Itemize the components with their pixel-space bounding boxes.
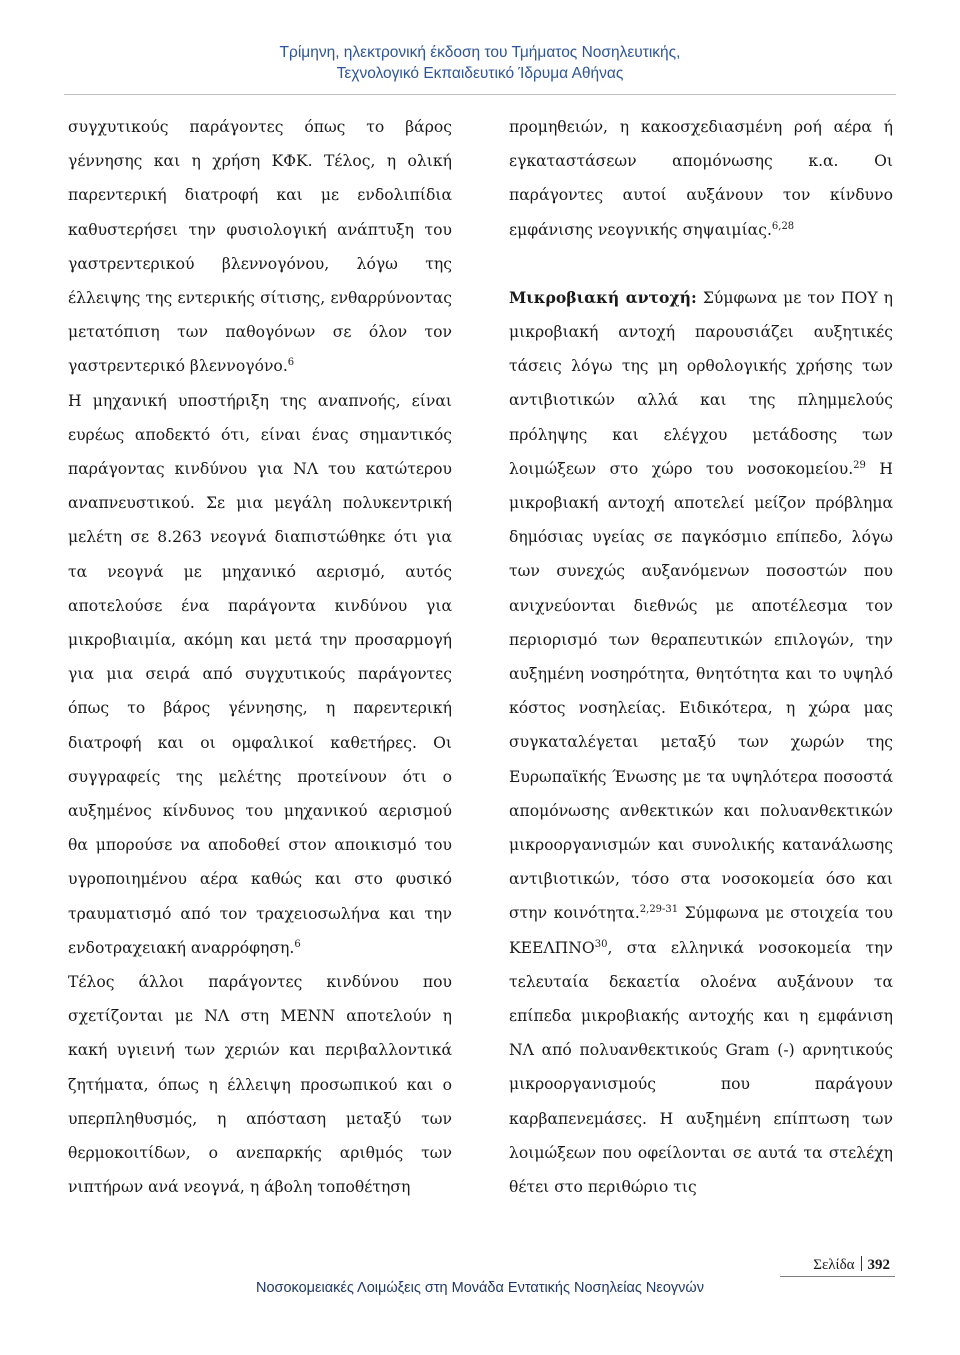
header-line-2: Τεχνολογικό Εκπαιδευτικό Ίδρυμα Αθήνας <box>336 65 624 82</box>
header-divider <box>64 94 896 95</box>
right-paragraph-2: Μικροβιακή αντοχή: Σύμφωνα με τον ΠΟΥ η μικροβιακή αντοχή παρουσιάζει αυξητικές τάσεις λόγω της μη ορθολογικής χρήσης των αντιβιοτικών αλλά και της πλημμελούς πρόληψης και ελέγχου μετάδοσης των λοιμώξεων στο χώρο του νοσοκομείου.$^{29}$ Η μικροβιακή αντοχή αποτελεί μείζον πρόβλημα δημόσιας υγείας σε παγκόσμιο επίπεδο, λόγω των συνεχώς αυξανόμενων ποσοστών που ανιχνεύονται διεθνώς με αποτέλεσμα τον περιορισμό των θεραπευτικών επιλογών, την αυξημένη νοσηρότητα, θνητότητα και το υψηλό κόστος νοσηλείας. Ειδικότερα, η χώρα μας συγκαταλέγεται μεταξύ των χωρών της Ευρωπαϊκής Ένωσης με τα υψηλότερα ποσοστά απομόνωσης ανθεκτικών και πολυανθεκτικών μικροοργανισμών και συνολικής κατανάλωσης αντιβιοτικών, τόσο στα νοσοκομεία όσο και στην κοινότητα.$^{2,29-31}$ Σύμφωνα με στοιχεία του ΚΕΕΛΠΝΟ$^{30}$, στα ελληνικά νοσοκομεία την τελευταία δεκαετία ολοένα αυξάνουν τα επίπεδα μικροβιακής αντοχής και η εμφάνιση ΝΛ από πολυανθεκτικούς Gram (-) αρνητικούς μικροοργανισμούς που παράγουν καρβαπενεμάσες. Η αυξημένη επίπτωση των λοιμώξεων που οφείλονται σε αυτά τα στελέχη θέτει στο περιθώριο τις <box>509 287 894 1197</box>
section-heading: Μικροβιακή αντοχή: <box>509 287 697 307</box>
header-line-1: Τρίμηνη, ηλεκτρονική έκδοση του Τμήματος Νοσηλευτικής, <box>279 44 681 61</box>
left-paragraph-1: συγχυτικούς παράγοντες όπως το βάρος γέννησης και η χρήση ΚΦΚ. Τέλος, η ολική παρεντερική διατροφή και με ενδολιπίδια καθυστερήσει την φυσιολογική ανάπτυξη του γαστρεντερικού βλεννογόνου, λόγω της έλλειψης της εντερικής σίτισης, ενθαρρύνοντας μετατόπιση των παθογόνων σε όλον τον γαστρεντερικό βλεννογόνο.$^6$ <box>68 118 452 376</box>
left-paragraph-2: Η μηχανική υποστήριξη της αναπνοής, είναι ευρέως αποδεκτό ότι, είναι ένας σημαντικός παράγοντας κινδύνου για ΝΛ του κατώτερου αναπνευστικού. Σε μια μεγάλη πολυκεντρική μελέτη σε 8.263 νεογνά διαπιστώθηκε ότι για τα νεογνά με μηχανικό αερισμό, αυτός αποτελούσε ένα παράγοντα κινδύνου για μικροβιαιμία, ακόμη και μετά την προσαρμογή για μια σειρά από συγχυτικούς παράγοντες όπως το βάρος γέννησης, η παρεντερική διατροφή και οι ομφαλικοί καθετήρες. Οι συγγραφείς της μελέτης προτείνουν ότι ο αυξημένος κίνδυνος του μηχανικού αερισμού θα μπορούσε να αποδοθεί στον αποικισμό του υγροποιημένου αέρα καθώς και στο φυσικό τραυματισμό από τον τραχειοσωλήνα και την ενδοτραχειακή αναρρόφηση.$^6$ <box>68 391 452 957</box>
right-paragraph-1: προμηθειών, η κακοσχεδιασμένη ροή αέρα ή εγκαταστάσεων απομόνωσης κ.α. Οι παράγοντες αυτοί αυξάνουν τον κίνδυνο εμφάνισης νεογνικής σηψαιμίας.$^{6,28}$ <box>509 118 893 239</box>
left-column <box>68 110 452 1205</box>
page-number: Σελίδα 392 <box>813 1257 890 1273</box>
right-column <box>509 110 893 1204</box>
running-footer: Νοσοκομειακές Λοιμώξεις στη Μονάδα Εντατικής Νοσηλείας Νεογνών <box>256 1280 704 1296</box>
footer-divider <box>780 1276 895 1277</box>
running-header <box>0 42 960 84</box>
left-paragraph-3: Τέλος άλλοι παράγοντες κινδύνου που σχετίζονται με ΝΛ στη ΜΕΝΝ αποτελούν η κακή υγιεινή των χεριών και περιβαλλοντικά ζητήματα, όπως η έλλειψη προσωπικού και ο υπερπληθυσμός, η απόσταση μεταξύ των θερμοκοιτίδων, ο ανεπαρκής αριθμός των νιπτήρων ανά νεογνά, η άβολη τοποθέτηση <box>68 973 452 1197</box>
